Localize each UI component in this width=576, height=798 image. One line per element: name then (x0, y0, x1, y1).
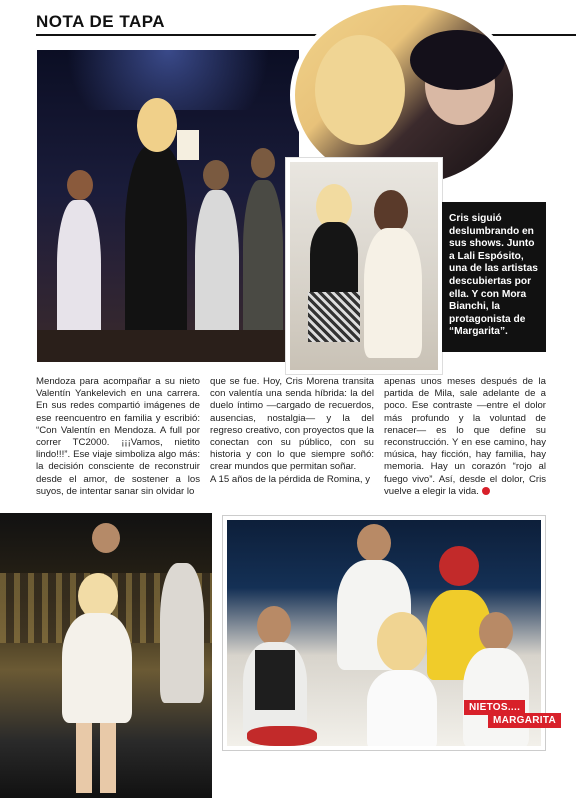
photo-tag-nietos: NIETOS.... (464, 700, 525, 715)
header-rule (36, 34, 576, 36)
article-column-3-text: apenas unos meses después de la partida de Mila, sale adelante de a poco. Ese contraste —entre el dolor más profundo y la voluntad de renacer— es lo que define su reconstrucción. Y en ese camino, hay música, hay ficción, hay familia, hay memoria. Hay un corazón “rojo al fuego vivo”. Así, desde el dolor, Cris vuelve a elegir la vida. (384, 376, 546, 497)
photo-caption: Cris siguió deslumbrando en sus shows. Junto a Lali Espósito, una de las artistas descubiertas por ella. Y con Mora Bianchi, la protagonista de “Margarita”. (442, 202, 546, 352)
section-label: NOTA DE TAPA (36, 12, 166, 31)
photo-tag-margarita: MARGARITA (488, 713, 561, 728)
concert-photo (37, 50, 299, 362)
stage-photo (0, 513, 212, 798)
article-column-1: Mendoza para acompañar a su nieto Valentín Yankelevich en una carrera. En sus redes compartió imágenes de ese reencuentro en familia y escribió: “Con Valentín en Mendoza. A full por correr TC2000. ¡¡¡Vamos, nietito lindo!!!”. Ese viaje simboliza algo más: la decisión consciente de reconstruir desde el amor, de sostener a los suyos, de intentar sanar sin olvidar lo (36, 376, 200, 497)
article-column-3 (384, 376, 546, 498)
end-mark-icon (482, 487, 490, 495)
portrait-photo (286, 158, 442, 374)
article-column-2: que se fue. Hoy, Cris Morena transita con valentía una senda híbrida: la del duelo íntimo —cargado de recuerdos, ausencias, nostalgia— y la del regreso creativo, con proyectos que la conectan con su público, con su historia y con lo que siempre soñó: crear mundos que permitan soñar. A 15 años de la pérdida de Romina, y (210, 376, 374, 485)
